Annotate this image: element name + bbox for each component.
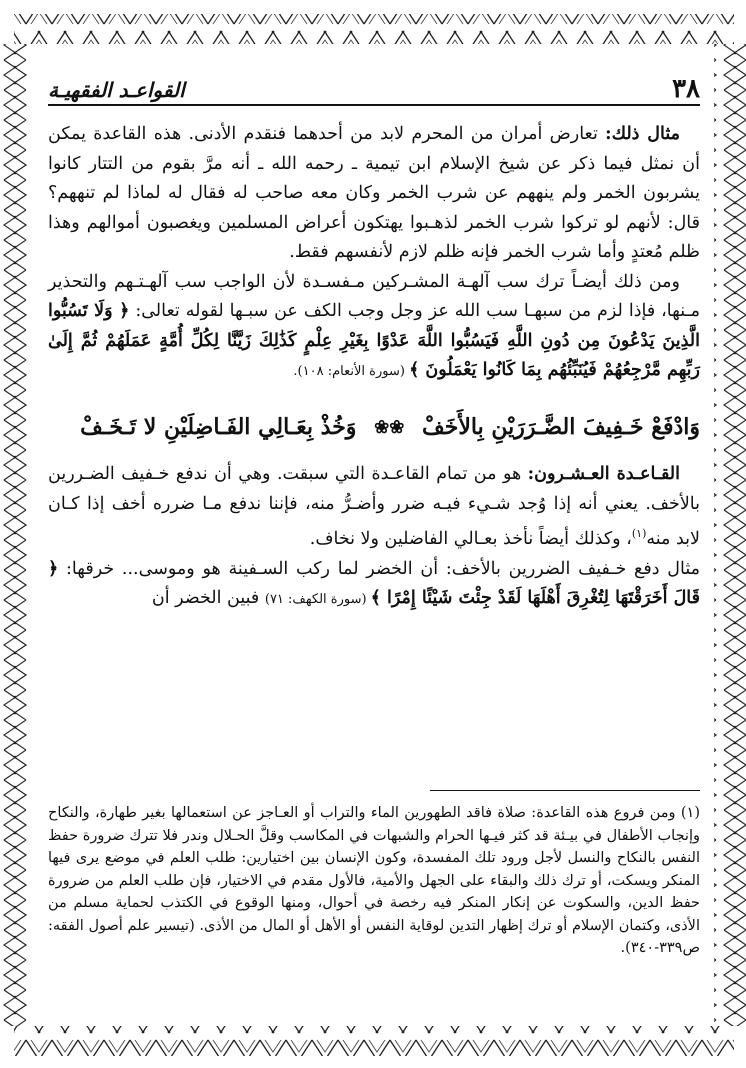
paragraph (48, 120, 700, 268)
paragraph (48, 555, 700, 615)
main-text (48, 120, 700, 615)
paragraph-text: فبين الخضر أن (151, 588, 265, 609)
page-content (48, 70, 700, 1000)
page-number: ٣٨ (672, 74, 700, 104)
paragraph-text: ومن ذلك أيضـاً ترك سب آلهـة المشـركين مـفسـدة لأن الواجب سب آلهـتـهم والتحذير مـنها، فإذا لزم من سبهـا سب الله عز وجل وجب الكف عن سبـها لقوله تعالى: (48, 271, 700, 321)
quran-verse: ﴿ قَالَ أَخَرَقْتَهَا لِتُغْرِقَ أَهْلَهَا لَقَدْ جِئْتَ شَيْئًا إِمْرًا ﴾ (48, 558, 700, 609)
verse-citation: (سورة الأنعام: ١٠٨). (293, 364, 410, 379)
paragraph-text: هو من تمام القاعـدة التي سبقت. وهي أن ندفع خـفيف الضـررين بالأخف. يعني أنه إذا وُجد شـيء فيـه ضرر وأضـرُّ منه، فإننا ندفع مـا ضرره أخف إذا كـان لابد منه (48, 464, 700, 550)
paragraph-label: القـاعـدة العـشـرون: (527, 464, 680, 485)
paragraph (48, 460, 700, 554)
header-rule (48, 104, 700, 106)
hemistich-right: وَادْفَعْ خَـفِيفَ الضَّـرَرَيْنِ بِالأَخَفْ (421, 413, 700, 440)
verse-citation: (سورة الكهف: ٧١) (264, 592, 371, 608)
footnote-rule (430, 790, 700, 791)
flower-ornament-icon: ❀❀ (374, 416, 405, 438)
running-title: القواعـد الفقهيـة (48, 78, 185, 102)
paragraph-label: مثال ذلك: (605, 124, 680, 144)
quran-verse: ﴿ وَلَا تَسُبُّوا الَّذِينَ يَدْعُونَ مِن دُونِ اللَّهِ فَيَسُبُّوا اللَّهَ عَدْوًا بِغَيْرِ عِلْمٍ كَذَٰلِكَ زَيَّنَّا لِكُلِّ أُمَّةٍ عَمَلَهُمْ ثُمَّ إِلَىٰ رَبِّهِم مَّرْجِعُهُمْ فَيُنَبِّئُهُم بِمَا كَانُوا يَعْمَلُونَ ﴾ (48, 301, 700, 380)
page-header (48, 70, 700, 106)
paragraph-text: مثال دفع خـفيف الضررين بالأخف: أن الخضر لما ركب السـفينة هو وموسى... خرقها: (58, 558, 700, 579)
paragraph-text: تعارض أمران من المحرم لابد من أحدهما فنقدم الأدنى. هذه القاعدة يمكن أن نمثل فيما ذكر عن شيخ الإسلام ابن تيمية ـ رحمه الله ـ أنه مرَّ بقوم من التتار كانوا يشربون الخمر ولم ينههم عن شرب الخمر وكان معه صاحب له فقال له لماذا لم تنههم؟ قال: لأنهم لو تركوا شرب الخمر لذهـبوا يهتكون أعراض المسلمين ويغصبون أموالهم وهذا ظلم مُعتدٍ وأما شرب الخمر فإنه ظلم لازم لأنفسهم فقط. (48, 124, 700, 262)
poem-verse-heading (48, 413, 700, 443)
footnote: (١) ومن فروع هذه القاعدة: صلاة فاقد الطهورين الماء والتراب أو العـاجز عن استعمالها بغير طهارة، والنكاح وإنجاب الأطفال في بيـئة قد كثر فيـها الحرام والشبهات في المكاسب وقلَّ الحـلال وندر فلا تترك ضرورة حفظ النفس بالنكاح والنسل لأجل ورود تلك المفسدة، وكون الإنسان بين اختيارين: طلب العلم في موضع يرى فيها المنكر ويسكت، أو ترك ذلك والبقاء على الجهل والأمية، فالأول مقدم في الاختيار، فإن طلب العلم من ضرورة حفظ الدين، والسكوت عن إنكار المنكر فيه رخصة في أحوال، ومنها الوقوع في الكتذب لحماية مسلم من الأذى، وكتمان الإسلام أو ترك إظهار التدين لوقاية النفس أو الأهل أو المال من الأذى. (تيسير علم أصول الفقه: ص٣٣٩-٣٤٠). (48, 805, 700, 956)
paragraph-text: ، وكذلك أيضاً نأخذ بعـالي الفاضلين ولا نخاف. (309, 529, 632, 550)
hemistich-left: وَخُذْ بِعَـالِي الفَـاضِلَيْنِ لا تَـخَـفْ (80, 413, 357, 440)
footnote-marker: (١) (631, 527, 647, 541)
paragraph (48, 268, 700, 387)
